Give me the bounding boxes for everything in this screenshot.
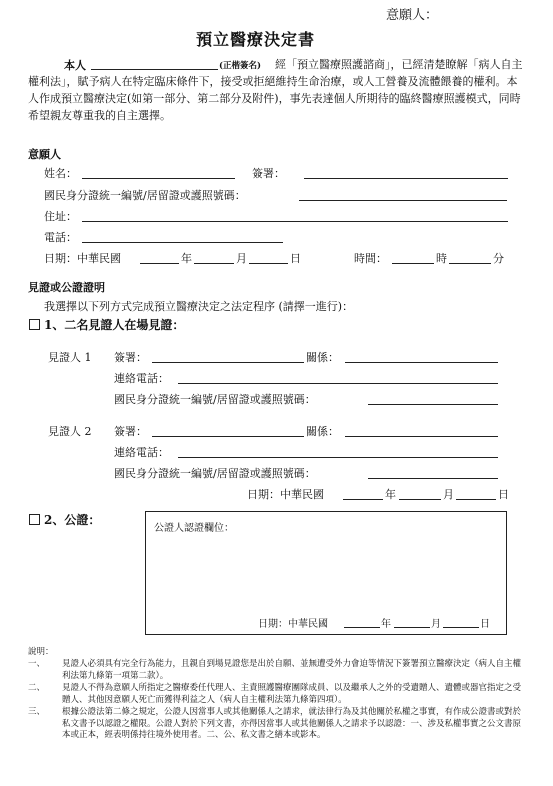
option1-label: 1、二名見證人在場見證： — [44, 318, 185, 332]
witness-day-field[interactable] — [456, 499, 496, 500]
witness2-sign-label: 簽署： — [114, 425, 147, 438]
minute-unit: 分 — [493, 252, 504, 265]
witness-year-unit: 年 — [385, 488, 396, 501]
witness2-phone-label: 連絡電話： — [114, 446, 169, 459]
year-field[interactable] — [140, 263, 179, 264]
witness1-sign-label: 簽署： — [114, 351, 147, 364]
witness1-id-field[interactable] — [368, 404, 498, 405]
notes-list — [28, 659, 528, 743]
witness-month-unit: 月 — [443, 488, 454, 501]
intro-paragraph: 經「預立醫療照護諮商」，已經清楚瞭解「病人自主權利法」，賦予病人在特定臨床條件下，接受或拒絕維持生命治療，或人工營養及流體餵養的權利。本人作成預立醫療決定(如第一部分、第二部分及附件)，事先表達個人所期待的臨終醫療照護模式，同時希望親友尊重我的自主選擇。 — [28, 58, 523, 122]
witness2-id-label: 國民身分證統一編號/居留證或護照號碼： — [114, 467, 316, 480]
day-unit: 日 — [290, 252, 301, 265]
note-number: 一、 — [28, 659, 46, 669]
witness2-phone-field[interactable] — [178, 457, 498, 458]
note-text: 根據公證法第二條之規定，公證人因當事人或其他關係人之請求，就法律行為及其他關於私權之事實，有作成公證書或對於私文書予以認證之權限。公證人對於下列文書，亦得因當事人或其他關係人之請求予以認證：一、涉及私權事實之公文書原本或正本，經表明係持往境外使用者。二、公、私文書之繕本或影本。 — [62, 707, 522, 740]
witness-year-field[interactable] — [343, 499, 383, 500]
hour-unit: 時 — [436, 252, 447, 265]
note-item — [28, 707, 528, 742]
notary-day-field[interactable] — [443, 627, 479, 628]
witness1-id-label: 國民身分證統一編號/居留證或護照號碼： — [114, 393, 316, 406]
minute-field[interactable] — [449, 263, 491, 264]
witness1-phone-field[interactable] — [178, 383, 498, 384]
witness2-relation-field[interactable] — [345, 436, 498, 437]
notary-date-label: 日期：中華民國 — [258, 619, 328, 630]
witness1-relation-field[interactable] — [345, 362, 498, 363]
notary-box-label: 公證人認證欄位： — [154, 523, 234, 534]
witness-day-unit: 日 — [498, 488, 509, 501]
notary-day-unit: 日 — [480, 619, 490, 630]
witness-instruction: 我選擇以下列方式完成預立醫療決定之法定程序 (請擇一進行)： — [44, 300, 354, 313]
witness2-id-field[interactable] — [368, 478, 498, 479]
notary-box[interactable] — [145, 511, 507, 635]
notary-month-unit: 月 — [431, 619, 441, 630]
witness1-relation-label: 關係： — [306, 351, 339, 364]
witness-month-field[interactable] — [399, 499, 441, 500]
sign-label: 簽署： — [252, 167, 285, 180]
month-field[interactable] — [194, 263, 234, 264]
month-unit: 月 — [236, 252, 247, 265]
option2-label: 2、公證： — [44, 513, 101, 527]
name-label: 姓名： — [44, 167, 77, 180]
day-field[interactable] — [249, 263, 288, 264]
note-item — [28, 659, 528, 682]
witness1-signature-field[interactable] — [152, 362, 304, 363]
date-label: 日期：中華民國 — [44, 252, 121, 265]
witness1-label: 見證人 1 — [48, 351, 92, 364]
option2-checkbox[interactable] — [29, 514, 40, 525]
address-label: 住址： — [44, 210, 77, 223]
note-text: 見證人必須具有完全行為能力，且親自到場見證您是出於自願、並無遭受外力會迫等情況下簽署預立醫療決定（病人自主權利法第九條第一項第二款）。 — [62, 659, 522, 681]
option1-checkbox[interactable] — [29, 319, 40, 330]
witness2-label: 見證人 2 — [48, 425, 92, 438]
id-label: 國民身分證統一編號/居留證或護照號碼： — [44, 189, 246, 202]
sign-hint: (正楷簽名) — [219, 61, 262, 71]
self-label: 本人 — [64, 59, 86, 72]
note-number: 三、 — [28, 707, 46, 717]
note-number: 二、 — [28, 683, 46, 693]
phone-label: 電話： — [44, 231, 77, 244]
year-unit: 年 — [181, 252, 192, 265]
witness-date-label: 日期：中華民國 — [247, 488, 324, 501]
witness2-relation-label: 關係： — [306, 425, 339, 438]
note-text: 見證人不得為意願人所指定之醫療委任代理人、主責照護醫療團隊成員、以及繼承人之外的受遺贈人、遺體或器官指定之受贈人、其他因意願人死亡而獲得利益之人（病人自主權利法第九條第四項）。 — [62, 683, 522, 705]
notary-year-unit: 年 — [381, 619, 391, 630]
notes-heading: 說明： — [28, 647, 54, 657]
name-field[interactable] — [82, 178, 235, 179]
intender-heading: 意願人 — [28, 148, 61, 161]
hour-field[interactable] — [392, 263, 434, 264]
notary-year-field[interactable] — [344, 627, 380, 628]
witness1-phone-label: 連絡電話： — [114, 372, 169, 385]
note-item — [28, 683, 528, 706]
page-title: 預立醫療決定書 — [196, 30, 316, 49]
witness2-signature-field[interactable] — [152, 436, 304, 437]
witness-heading: 見證或公證證明 — [28, 281, 105, 294]
time-label: 時間： — [354, 252, 387, 265]
id-field[interactable] — [299, 200, 507, 201]
intender-corner-label: 意願人： — [386, 8, 439, 23]
phone-field[interactable] — [82, 242, 283, 243]
notary-month-field[interactable] — [394, 627, 430, 628]
signature-field[interactable] — [304, 178, 508, 179]
address-field[interactable] — [82, 221, 508, 222]
